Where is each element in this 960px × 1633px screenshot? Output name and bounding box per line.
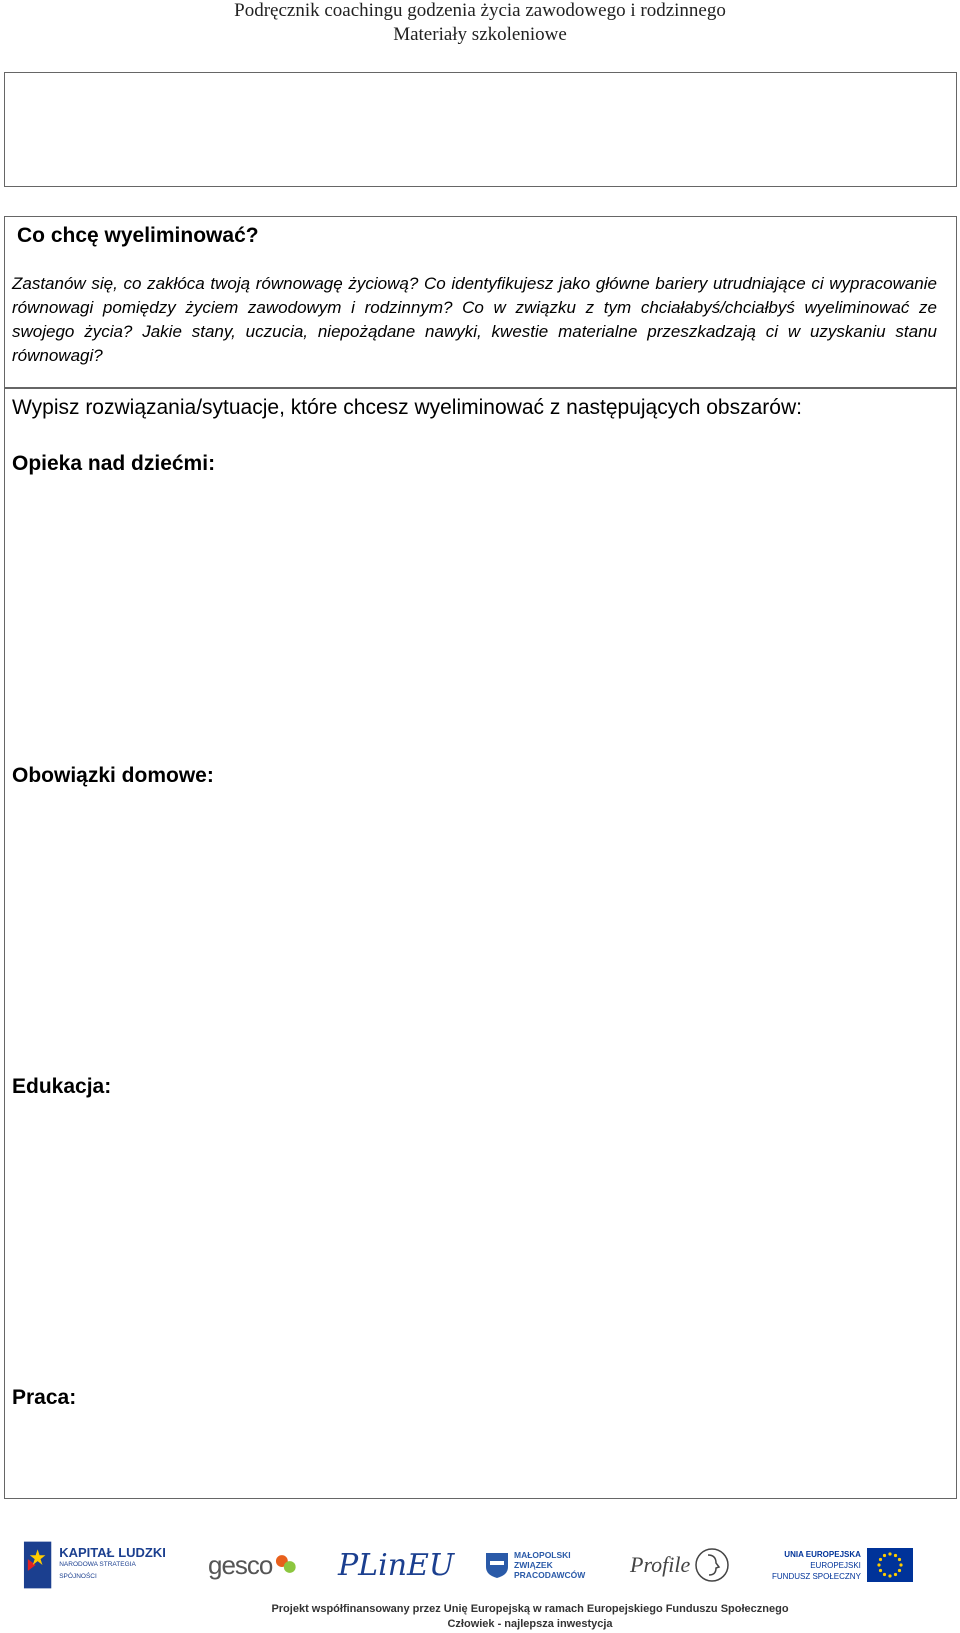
plineu-logo xyxy=(338,1535,455,1595)
eu-line1: UNIA EUROPEJSKA xyxy=(784,1549,861,1559)
eu-line3: FUNDUSZ SPOŁECZNY xyxy=(772,1571,861,1581)
profile-head-icon xyxy=(694,1547,730,1583)
kapital-ludzki-name: KAPITAŁ LUDZKI xyxy=(59,1545,166,1560)
area-work: Praca: xyxy=(12,1386,77,1409)
plineu-wordmark: PLinEU xyxy=(338,1547,455,1583)
document-title: Podręcznik coachingu godzenia życia zawodowego i rodzinnego xyxy=(234,0,726,21)
kapital-ludzki-tagline: NARODOWA STRATEGIA SPÓJNOŚCI xyxy=(59,1561,136,1580)
document-subtitle: Materiały szkoleniowe xyxy=(393,24,567,45)
intro-box xyxy=(4,216,957,389)
mzp-shield-icon xyxy=(484,1551,510,1579)
mzp-line3: PRACODAWCÓW xyxy=(514,1570,586,1580)
areas-box xyxy=(4,387,957,1499)
area-education: Edukacja: xyxy=(12,1075,112,1098)
eu-flag-icon xyxy=(867,1548,913,1582)
areas-instruction: Wypisz rozwiązania/sytuacje, które chcesz wyeliminować z następujących obszarów: xyxy=(12,396,802,419)
kapital-ludzki-logo xyxy=(22,1535,172,1595)
area-household: Obowiązki domowe: xyxy=(12,764,214,787)
mzp-line2: ZWIĄZEK xyxy=(514,1560,553,1570)
gesco-wordmark: gesco xyxy=(208,1549,273,1580)
top-empty-box xyxy=(4,72,957,187)
eu-logo xyxy=(772,1535,922,1595)
mzp-logo xyxy=(484,1535,599,1595)
footer-logos xyxy=(0,1535,960,1595)
kapital-ludzki-emblem-icon xyxy=(22,1539,53,1591)
profile-wordmark: Profile xyxy=(630,1552,691,1577)
area-childcare: Opieka nad dziećmi: xyxy=(12,452,216,475)
worksheet-intro: Zastanów się, co zakłóca twoją równowagę życiową? Co identyfikujesz jako główne bariery utrudniające ci wypracowanie równowagi pomiędzy życiem zawodowym i rodzinnym? Co w związku z tym chciałabyś/chciałbyś wyeliminować ze swojego życia? Jakie stany, uczucia, niepożądane nawyki, kwestie materialne przeszkadzają ci w uzyskaniu stanu równowagi? xyxy=(12,274,937,365)
funding-statement: Projekt współfinansowany przez Unię Europejską w ramach Europejskiego Funduszu Społecznego xyxy=(271,1603,789,1615)
profile-logo xyxy=(630,1535,750,1595)
eu-line2: EUROPEJSKI xyxy=(810,1560,861,1570)
worksheet-heading: Co chcę wyeliminować? xyxy=(17,224,259,247)
gesco-circles-icon xyxy=(274,1553,298,1577)
funding-motto: Człowiek - najlepsza inwestycja xyxy=(447,1618,613,1630)
mzp-line1: MAŁOPOLSKI xyxy=(514,1550,571,1560)
gesco-logo xyxy=(208,1535,298,1595)
